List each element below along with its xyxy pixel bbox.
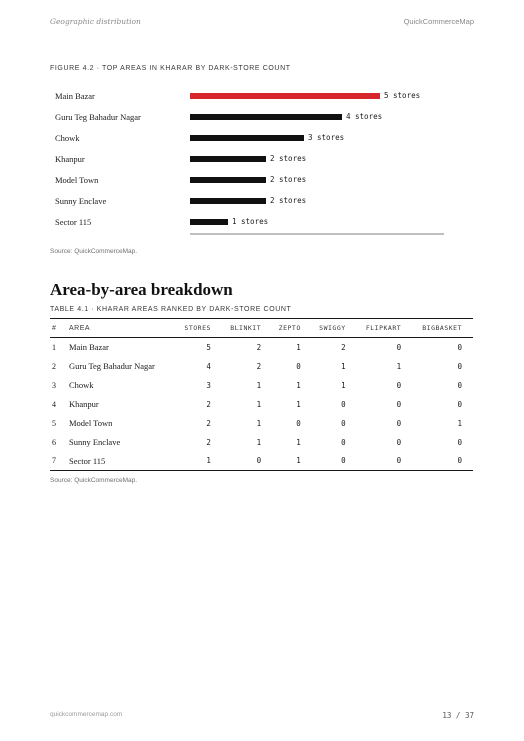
- col-stores: STORES: [177, 319, 222, 338]
- bar-category-label: Sunny Enclave: [55, 196, 107, 206]
- col-area: AREA: [67, 319, 177, 338]
- cell-swiggy: 0: [341, 418, 346, 428]
- table-row: [50, 376, 473, 395]
- cell-stores: 2: [206, 437, 211, 447]
- bar: [190, 93, 380, 99]
- cell-zepto: 0: [296, 418, 301, 428]
- bar-category-label: Guru Teg Bahadur Nagar: [55, 112, 141, 122]
- section-title: Area-by-area breakdown: [50, 280, 233, 299]
- bar-value-label: 3 stores: [308, 133, 345, 142]
- bar-value-label: 2 stores: [270, 175, 307, 184]
- cell-blinkit: 1: [256, 418, 262, 428]
- bar-chart-svg: [50, 86, 450, 236]
- cell-stores: 1: [177, 452, 222, 471]
- col-bigbasket: BIGBASKET: [412, 319, 473, 338]
- page-number: 13 / 37: [442, 711, 474, 720]
- cell-blinkit: 1: [256, 380, 262, 390]
- cell-blinkit: 1: [256, 399, 262, 409]
- cell-rank: 4: [52, 399, 56, 409]
- cell-area: Sector 115: [67, 452, 177, 471]
- cell-swiggy: 2: [341, 342, 346, 352]
- running-header-brand: QuickCommerceMap: [403, 17, 474, 26]
- col-rank: #: [50, 319, 67, 338]
- bar: [190, 198, 266, 204]
- bar-category-label: Main Bazar: [55, 91, 95, 101]
- cell-zepto: 1: [272, 452, 312, 471]
- cell-stores: 4: [206, 361, 211, 371]
- cell-zepto: 1: [296, 399, 301, 409]
- cell-bigbasket: 0: [457, 342, 462, 352]
- bar-value-label: 2 stores: [270, 196, 307, 205]
- cell-bigbasket: 0: [457, 437, 462, 447]
- cell-swiggy: 0: [341, 437, 346, 447]
- bar: [190, 114, 342, 120]
- cell-stores: 2: [206, 418, 211, 428]
- figure-source: Source: QuickCommerceMap.: [50, 248, 138, 255]
- cell-bigbasket: 1: [457, 418, 462, 428]
- cell-blinkit: 0: [222, 452, 272, 471]
- bar-value-label: 4 stores: [346, 112, 383, 121]
- bar-category-label: Model Town: [55, 175, 99, 185]
- table-caption: TABLE 4.1 · KHARAR AREAS RANKED BY DARK-STORE COUNT: [50, 306, 292, 313]
- cell-blinkit: 1: [256, 437, 262, 447]
- bar: [190, 219, 228, 225]
- figure-caption: FIGURE 4.2 · TOP AREAS IN KHARAR BY DARK-STORE COUNT: [50, 65, 291, 72]
- table-row: [50, 414, 473, 433]
- bar-value-label: 5 stores: [384, 91, 421, 100]
- cell-bigbasket: 0: [412, 452, 473, 471]
- cell-area: Model Town: [69, 418, 113, 428]
- col-flipkart: FLIPKART: [357, 319, 413, 338]
- cell-area: Guru Teg Bahadur Nagar: [69, 361, 155, 371]
- cell-area: Khanpur: [69, 399, 99, 409]
- cell-zepto: 0: [296, 361, 301, 371]
- col-zepto: ZEPTO: [272, 319, 312, 338]
- cell-zepto: 1: [296, 342, 301, 352]
- cell-flipkart: 0: [396, 437, 402, 447]
- bar-value-label: 2 stores: [270, 154, 307, 163]
- cell-flipkart: 0: [396, 380, 402, 390]
- cell-stores: 3: [206, 380, 211, 390]
- cell-zepto: 1: [296, 380, 301, 390]
- footer-url: quickcommercemap.com: [50, 711, 123, 718]
- running-header-section: Geographic distribution: [50, 17, 141, 26]
- bar-category-label: Chowk: [55, 133, 80, 143]
- cell-rank: 1: [52, 342, 56, 352]
- cell-flipkart: 1: [396, 361, 402, 371]
- cell-rank: 6: [52, 437, 56, 447]
- cell-blinkit: 2: [256, 342, 262, 352]
- cell-bigbasket: 0: [457, 380, 462, 390]
- cell-bigbasket: 0: [457, 399, 462, 409]
- cell-stores: 5: [206, 342, 211, 352]
- col-swiggy: SWIGGY: [312, 319, 357, 338]
- table-row: [50, 395, 473, 414]
- bar-chart: [50, 86, 450, 236]
- cell-bigbasket: 0: [457, 361, 462, 371]
- cell-rank: 2: [52, 361, 56, 371]
- cell-area: Chowk: [69, 380, 94, 390]
- table-row: [50, 338, 473, 357]
- bar: [190, 177, 266, 183]
- cell-zepto: 1: [296, 437, 301, 447]
- cell-swiggy: 1: [341, 380, 346, 390]
- cell-swiggy: 0: [341, 399, 346, 409]
- cell-blinkit: 2: [256, 361, 262, 371]
- bar: [190, 156, 266, 162]
- bar-value-label: 1 stores: [232, 217, 269, 226]
- table-row: [50, 452, 473, 471]
- cell-stores: 2: [206, 399, 211, 409]
- cell-rank: 3: [52, 380, 56, 390]
- cell-area: Sunny Enclave: [69, 437, 121, 447]
- bar: [190, 135, 304, 141]
- cell-flipkart: 0: [357, 452, 413, 471]
- cell-swiggy: 1: [341, 361, 346, 371]
- breakdown-table: [50, 318, 473, 471]
- cell-flipkart: 0: [396, 418, 402, 428]
- cell-rank: 5: [52, 418, 56, 428]
- table-header-row: [50, 319, 473, 338]
- table-source: Source: QuickCommerceMap.: [50, 477, 138, 484]
- cell-flipkart: 0: [396, 342, 402, 352]
- cell-flipkart: 0: [396, 399, 402, 409]
- bar-category-label: Khanpur: [55, 154, 85, 164]
- cell-rank: 7: [50, 452, 67, 471]
- table-row: [50, 433, 473, 452]
- cell-area: Main Bazar: [69, 342, 109, 353]
- col-blinkit: BLINKIT: [222, 319, 272, 338]
- bar-category-label: Sector 115: [55, 217, 92, 227]
- table-row: [50, 357, 473, 376]
- cell-swiggy: 0: [312, 452, 357, 471]
